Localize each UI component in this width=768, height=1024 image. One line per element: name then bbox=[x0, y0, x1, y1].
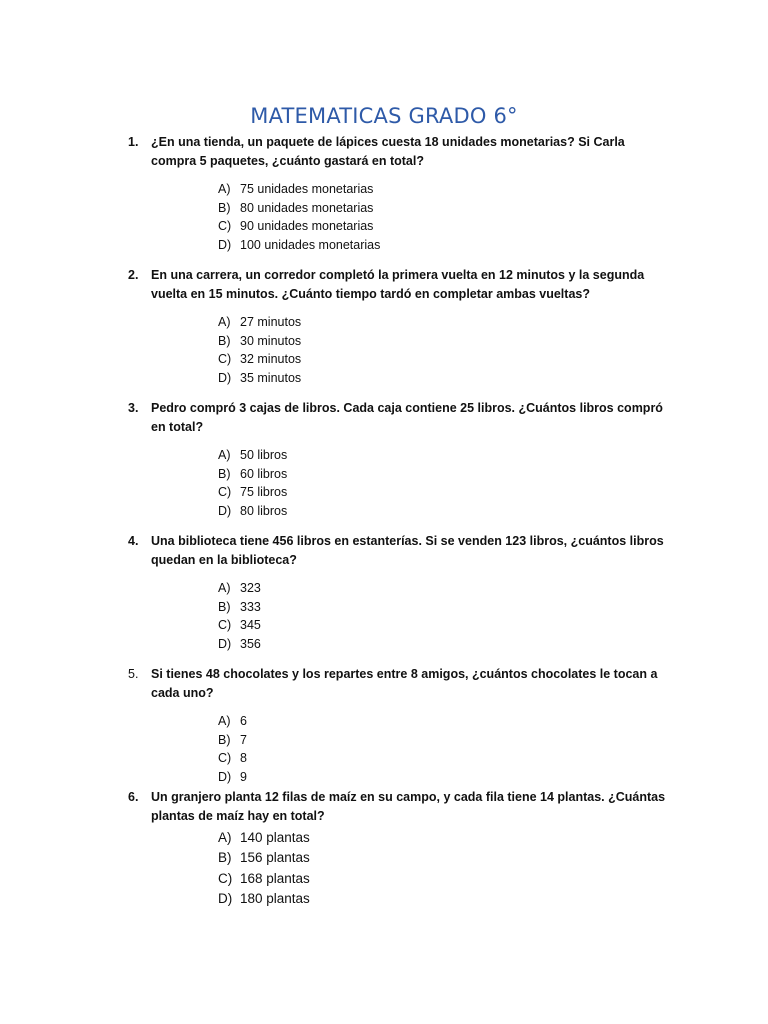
option-b bbox=[218, 332, 668, 351]
question-number: 6. bbox=[128, 790, 139, 804]
option-letter: D) bbox=[218, 769, 232, 784]
option-letter: C) bbox=[218, 485, 232, 500]
question-number: 3. bbox=[128, 401, 139, 415]
option-letter: C) bbox=[218, 870, 233, 886]
option-text: 90 unidades monetarias bbox=[240, 219, 374, 234]
question-number: 4. bbox=[128, 534, 139, 548]
option-d bbox=[218, 889, 668, 909]
option-letter: D) bbox=[218, 370, 232, 385]
option-c bbox=[218, 749, 668, 768]
answer-options bbox=[218, 446, 668, 520]
question-5 bbox=[128, 665, 668, 786]
option-c bbox=[218, 869, 668, 889]
option-text: 75 unidades monetarias bbox=[240, 182, 374, 196]
option-letter: A) bbox=[218, 714, 231, 728]
option-text: 333 bbox=[240, 599, 261, 614]
option-text: 140 plantas bbox=[240, 830, 310, 845]
question-1 bbox=[128, 133, 668, 254]
option-c bbox=[218, 483, 668, 502]
option-d bbox=[218, 236, 668, 255]
option-letter: A) bbox=[218, 182, 231, 196]
option-letter: B) bbox=[218, 466, 231, 481]
question-text: Si tienes 48 chocolates y los repartes entre 8 amigos, ¿cuántos chocolates le tocan a cada uno? bbox=[151, 667, 658, 700]
option-text: 27 minutos bbox=[240, 315, 302, 329]
option-letter: C) bbox=[218, 219, 232, 234]
option-d bbox=[218, 768, 668, 787]
option-c bbox=[218, 616, 668, 635]
page-title: MATEMATICAS GRADO 6° bbox=[250, 104, 518, 128]
option-text: 50 libros bbox=[240, 448, 288, 462]
option-b bbox=[218, 848, 668, 868]
option-letter: B) bbox=[218, 333, 231, 348]
option-b bbox=[218, 199, 668, 218]
option-a bbox=[218, 180, 668, 199]
option-text: 180 plantas bbox=[240, 890, 310, 906]
option-letter: B) bbox=[218, 850, 232, 866]
option-letter: D) bbox=[218, 237, 232, 252]
option-letter: A) bbox=[218, 581, 231, 595]
option-letter: B) bbox=[218, 200, 231, 215]
option-text: 35 minutos bbox=[240, 370, 302, 385]
answer-options bbox=[218, 579, 668, 653]
option-text: 32 minutos bbox=[240, 352, 302, 367]
option-a bbox=[218, 828, 668, 848]
question-text: En una carrera, un corredor completó la primera vuelta en 12 minutos y la segunda vuelta en 15 minutos. ¿Cuánto tiempo tardó en completar ambas vueltas? bbox=[151, 268, 645, 301]
option-a bbox=[218, 313, 668, 332]
option-d bbox=[218, 635, 668, 654]
option-text: 9 bbox=[240, 769, 247, 784]
answer-options bbox=[218, 180, 668, 254]
question-text: Una biblioteca tiene 456 libros en estanterías. Si se venden 123 libros, ¿cuántos libros quedan en la biblioteca? bbox=[151, 534, 664, 567]
question-text: ¿En una tienda, un paquete de lápices cuesta 18 unidades monetarias? Si Carla compra 5 paquetes, ¿cuánto gastará en total? bbox=[151, 135, 625, 168]
option-text: 7 bbox=[240, 732, 247, 747]
option-text: 323 bbox=[240, 581, 261, 595]
option-b bbox=[218, 731, 668, 750]
option-letter: D) bbox=[218, 503, 232, 518]
question-text: Pedro compró 3 cajas de libros. Cada caja contiene 25 libros. ¿Cuántos libros compró en total? bbox=[151, 401, 663, 434]
option-text: 30 minutos bbox=[240, 333, 302, 348]
option-c bbox=[218, 217, 668, 236]
answer-options bbox=[218, 712, 668, 786]
question-number: 1. bbox=[128, 135, 139, 149]
option-a bbox=[218, 712, 668, 731]
question-number: 5. bbox=[128, 667, 139, 681]
option-letter: B) bbox=[218, 732, 231, 747]
question-number: 2. bbox=[128, 268, 139, 282]
option-letter: C) bbox=[218, 352, 232, 367]
option-text: 345 bbox=[240, 618, 261, 633]
option-letter: D) bbox=[218, 890, 233, 906]
option-b bbox=[218, 465, 668, 484]
option-text: 100 unidades monetarias bbox=[240, 237, 381, 252]
option-letter: C) bbox=[218, 751, 232, 766]
option-letter: A) bbox=[218, 315, 231, 329]
question-2 bbox=[128, 266, 668, 387]
option-d bbox=[218, 369, 668, 388]
answer-options bbox=[218, 313, 668, 387]
option-text: 8 bbox=[240, 751, 247, 766]
question-4 bbox=[128, 532, 668, 653]
option-text: 80 unidades monetarias bbox=[240, 200, 374, 215]
question-text: Un granjero planta 12 filas de maíz en su campo, y cada fila tiene 14 plantas. ¿Cuántas plantas de maíz hay en total? bbox=[151, 790, 666, 823]
question-6 bbox=[128, 788, 668, 909]
option-text: 60 libros bbox=[240, 466, 288, 481]
option-text: 156 plantas bbox=[240, 850, 310, 866]
question-3 bbox=[128, 399, 668, 520]
option-c bbox=[218, 350, 668, 369]
option-b bbox=[218, 598, 668, 617]
option-letter: C) bbox=[218, 618, 232, 633]
option-letter: A) bbox=[218, 830, 232, 845]
option-letter: B) bbox=[218, 599, 231, 614]
option-text: 356 bbox=[240, 636, 261, 651]
option-text: 168 plantas bbox=[240, 870, 310, 886]
answer-options bbox=[218, 828, 668, 909]
option-letter: A) bbox=[218, 448, 231, 462]
option-a bbox=[218, 579, 668, 598]
option-d bbox=[218, 502, 668, 521]
option-letter: D) bbox=[218, 636, 232, 651]
option-text: 6 bbox=[240, 714, 247, 728]
option-text: 80 libros bbox=[240, 503, 288, 518]
option-a bbox=[218, 446, 668, 465]
option-text: 75 libros bbox=[240, 485, 288, 500]
